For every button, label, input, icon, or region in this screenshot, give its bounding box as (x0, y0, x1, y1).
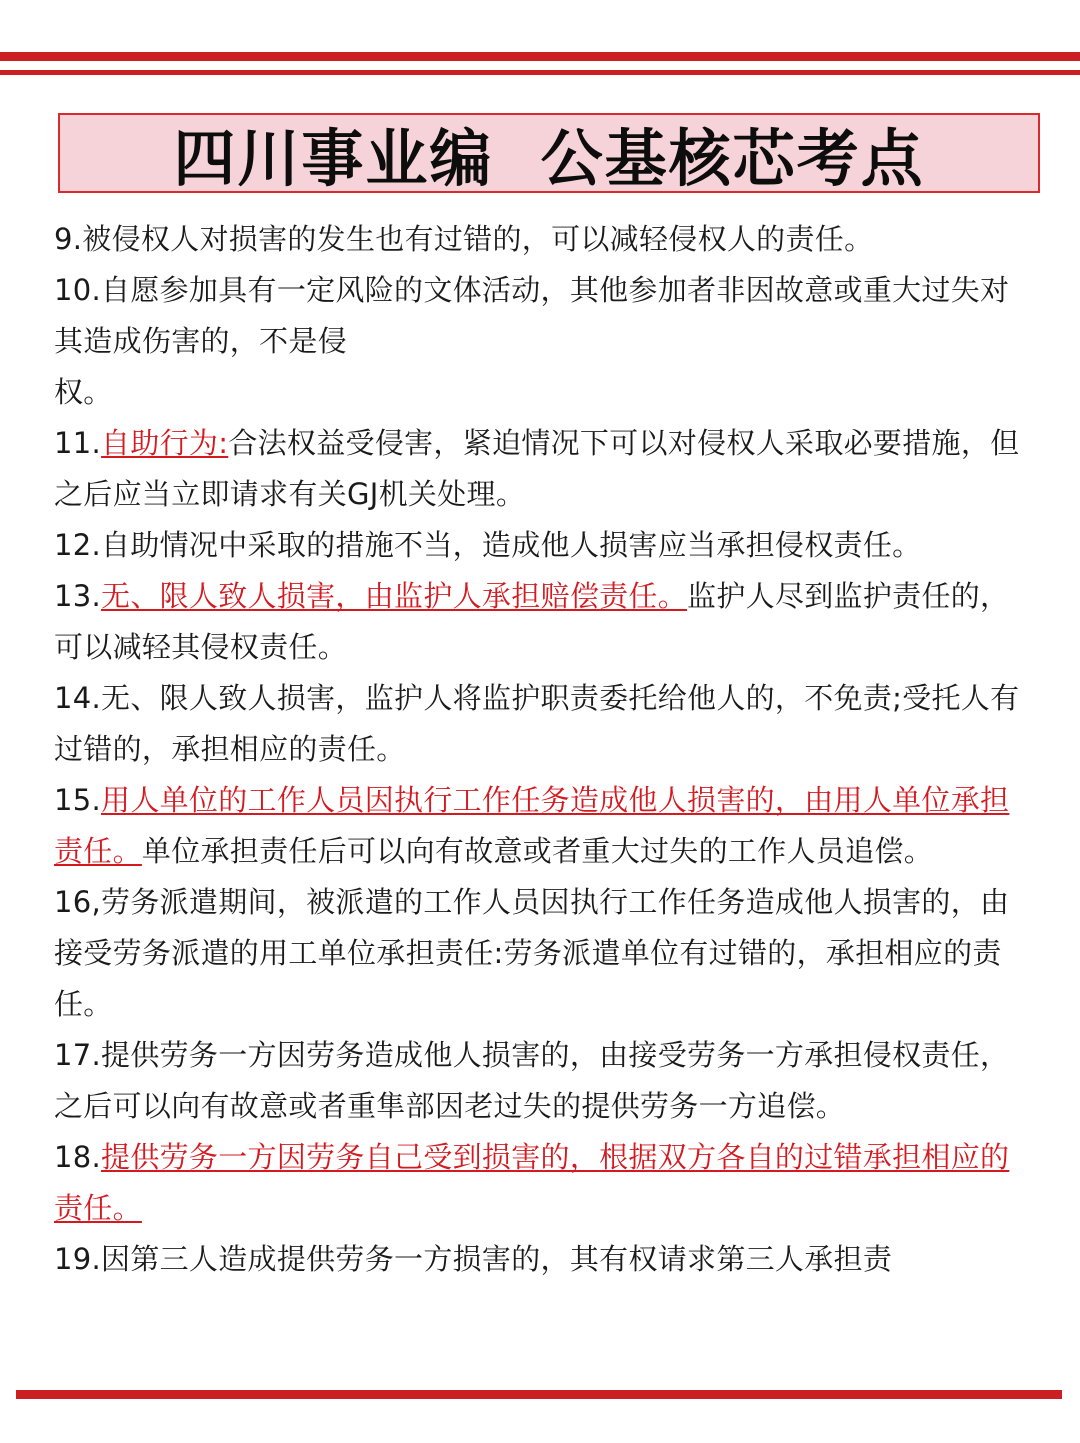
page-title: 四川事业编 公基核芯考点 (173, 121, 925, 195)
item-15 (54, 775, 1029, 877)
item-18-highlight: 提供劳务一方因劳务自己受到损害的，根据双方各自的过错承担相应的责任。 (54, 1140, 1010, 1225)
item-13 (54, 571, 1029, 673)
item-11-number: 11. (54, 426, 102, 460)
bottom-stripe (16, 1390, 1062, 1399)
item-12: 12.自助情况中采取的措施不当，造成他人损害应当承担侵权责任。 (54, 528, 922, 562)
item-15-highlight: 用人单位的工作人员因执行工作任务造成他人损害的，由用人单位承担责任。 (54, 783, 1010, 868)
item-18-number: 18. (54, 1140, 102, 1174)
item-15-number: 15. (54, 783, 102, 817)
item-10 (54, 265, 1029, 418)
top-stripe-thick (0, 52, 1080, 61)
item-10-line1: 10.自愿参加具有一定风险的文体活动，其他参加者非因故意或重大过失对其造成伤害的，不是侵 (54, 273, 1010, 358)
item-13-highlight: 无、限人致人损害，由监护人承担赔偿责任。 (101, 579, 688, 613)
item-13-text: 监护人尽到监护责任的，可以减轻其侵权责任。 (54, 579, 1010, 664)
title-banner (58, 113, 1040, 193)
item-10-line2: 权。 (54, 375, 113, 409)
item-15-text: 单位承担责任后可以向有故意或者重大过失的工作人员追偿。 (141, 834, 934, 868)
item-16: 16,劳务派遣期间，被派遣的工作人员因执行工作任务造成他人损害的，由接受劳务派遣的用工单位承担责任:劳务派遣单位有过错的，承担相应的责任。 (54, 885, 1010, 1021)
item-13-number: 13. (54, 579, 102, 613)
item-11-text: 合法权益受侵害，紧迫情况下可以对侵权人采取必要措施，但之后应当立即请求有关GJ机关处理。 (54, 426, 1020, 511)
item-17: 17.提供劳务一方因劳务造成他人损害的，由接受劳务一方承担侵权责任，之后可以向有故意或者重隼部因老过失的提供劳务一方追偿。 (54, 1038, 1010, 1123)
item-14: 14.无、限人致人损害，监护人将监护职责委托给他人的，不免责;受托人有过错的，承担相应的责任。 (54, 681, 1020, 766)
article-body (54, 214, 1029, 1285)
item-9: 9.被侵权人对损害的发生也有过错的，可以减轻侵权人的责任。 (54, 222, 874, 256)
item-19: 19.因第三人造成提供劳务一方损害的，其有权请求第三人承担责 (54, 1242, 893, 1276)
item-11 (54, 418, 1029, 520)
top-stripe-thin (0, 70, 1080, 75)
item-18 (54, 1132, 1029, 1234)
item-11-highlight: 自助行为: (101, 426, 229, 460)
